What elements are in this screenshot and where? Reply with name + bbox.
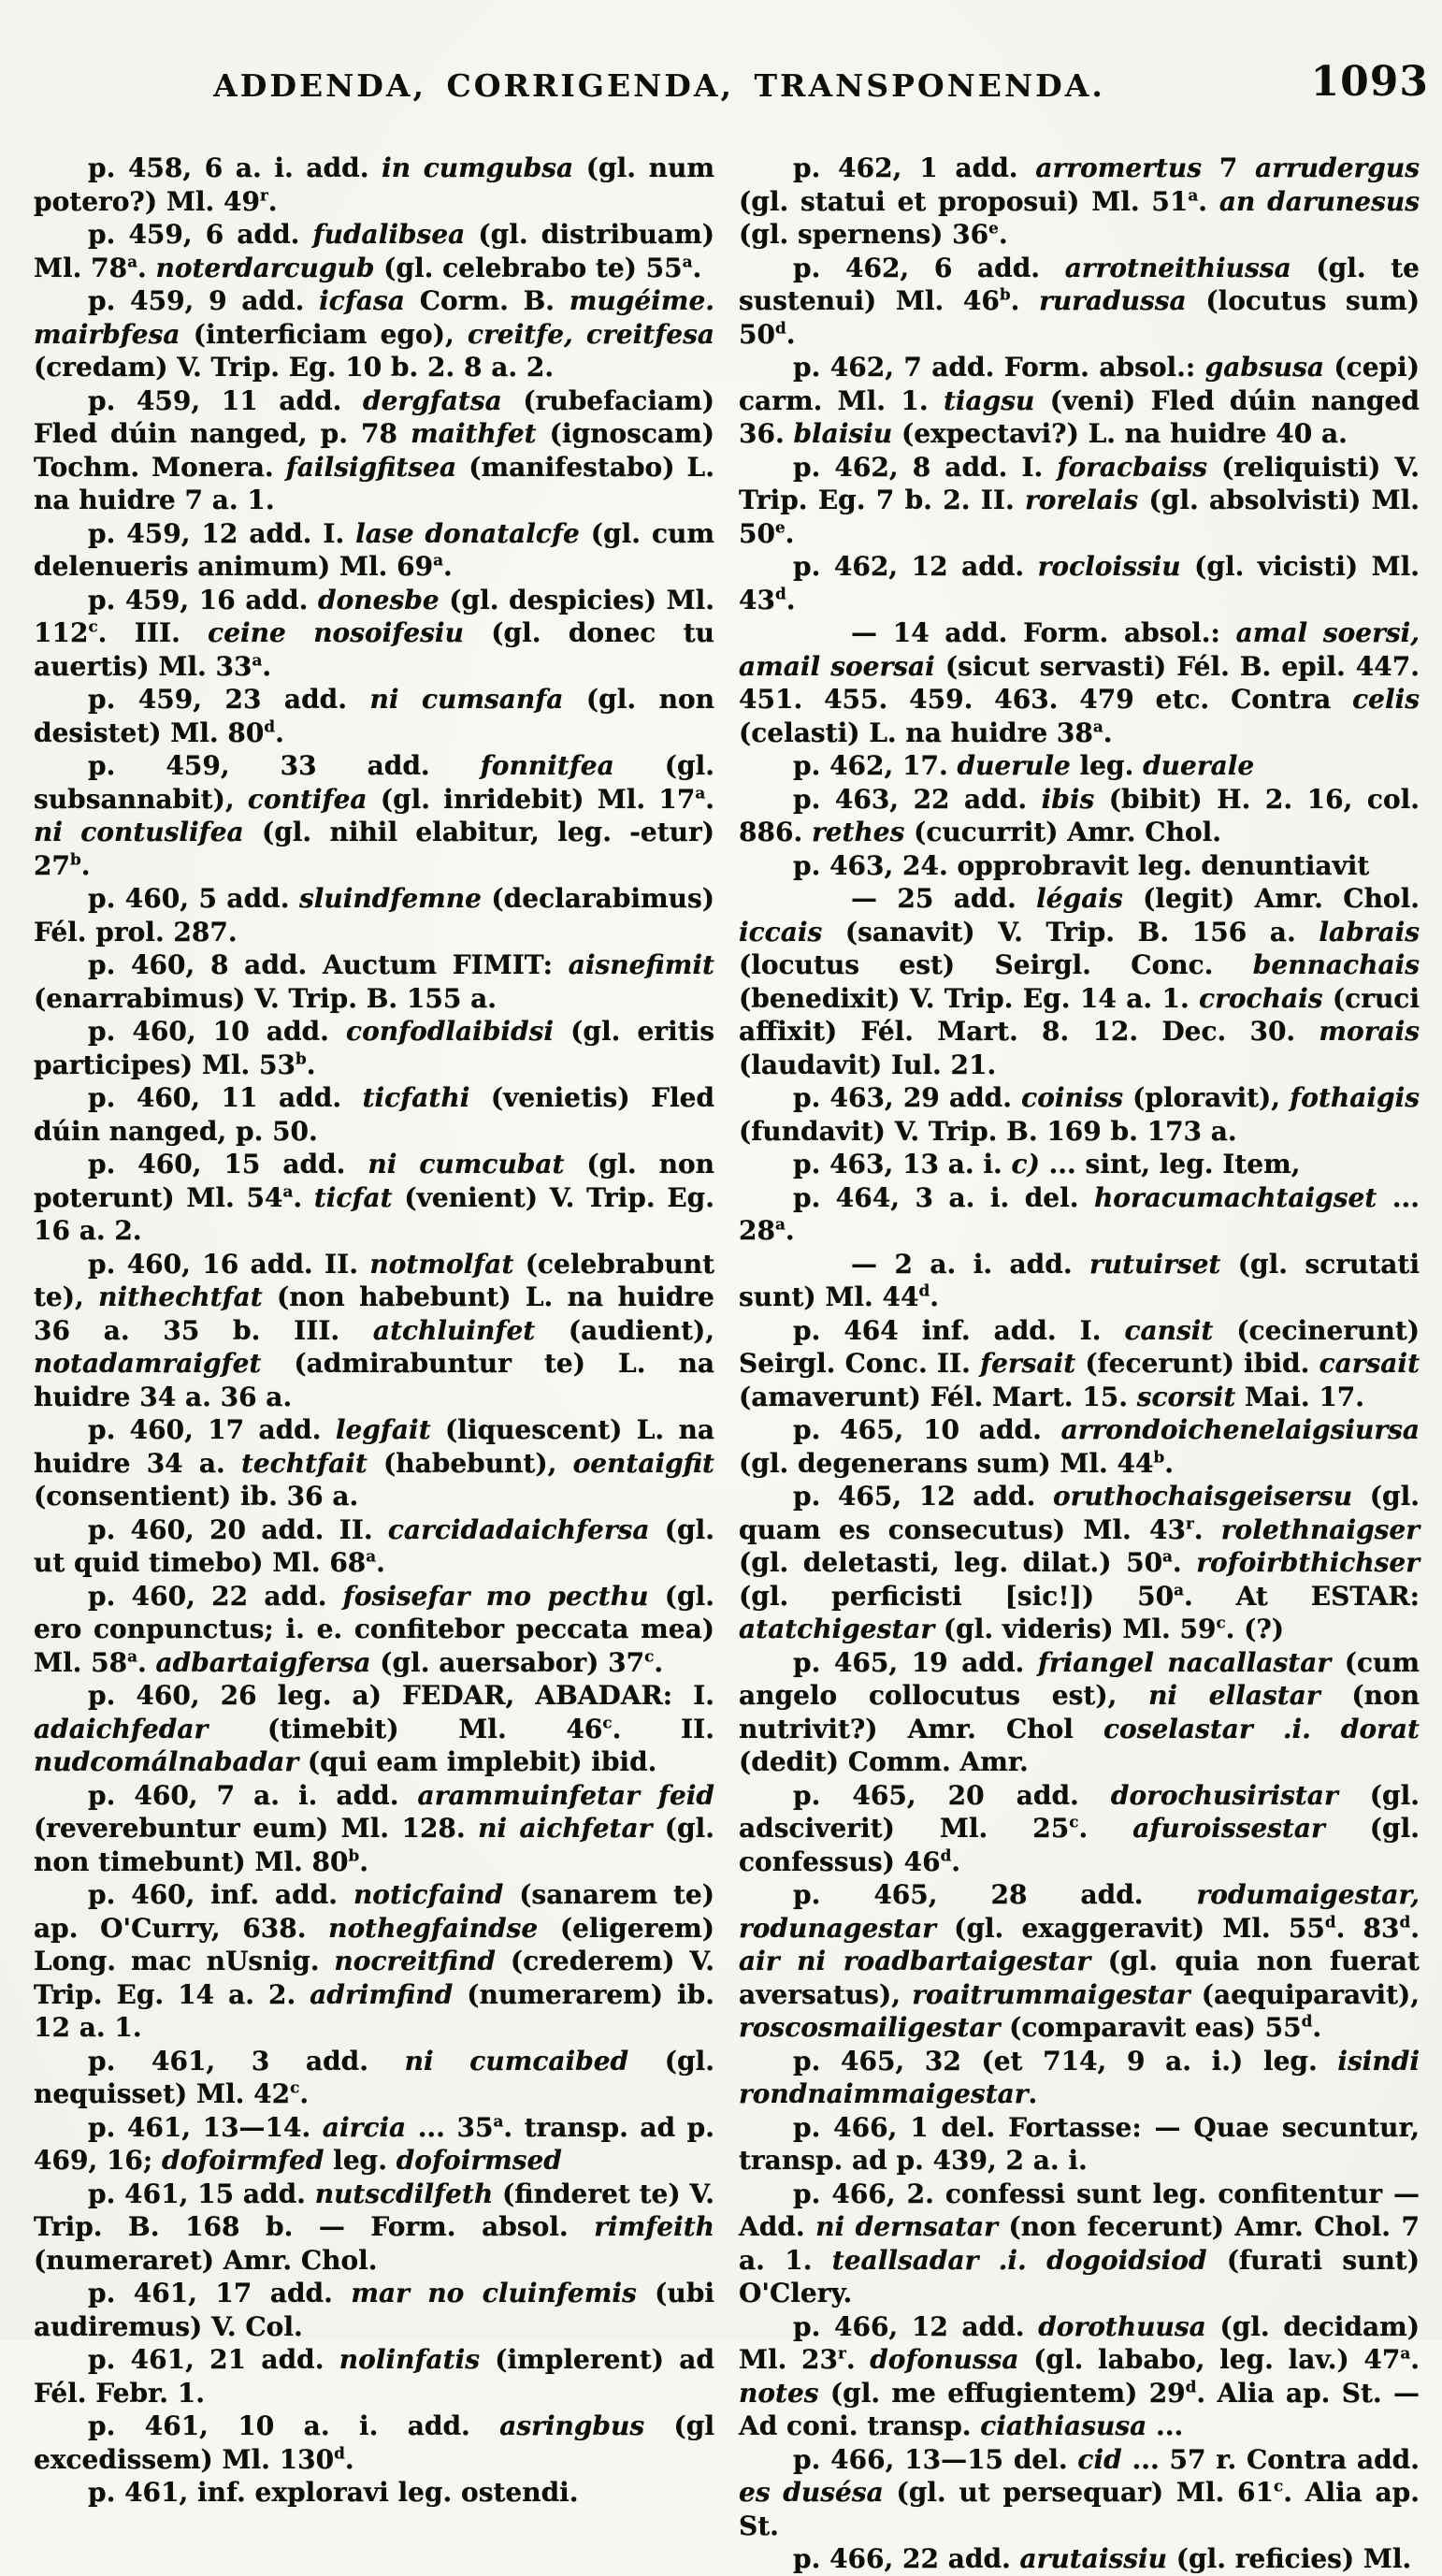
entry: p. 460, 16 add. II. notmolfat (celebrabunt te), nithechtfat (non habebunt) L. na huidre 36 a. 35 b. III. atchluinfet (audient), notadamraigfet (admirabuntur te) L. na huidre 34 a. 36 a.: [34, 1248, 715, 1412]
entry: p. 459, 12 add. I. lase donatalcfe (gl. cum delenueris animum) Ml. 69$^a$.: [34, 517, 714, 582]
entry: p. 460, 15 add. ni cumcubat (gl. non poterunt) Ml. 54$^a$. ticfat (venient) V. Trip. Eg. 16 a. 2.: [34, 1149, 715, 1246]
entry: p. 460, 20 add. II. carcidadaichfersa (gl. ut quid timebo) Ml. 68$^a$.: [34, 1513, 715, 1578]
entry: p. 460, inf. add. noticfaind (sanarem te) ap. O'Curry, 638. nothegfaindse (eligerem) Long. mac nUsnig. nocreitfind (crederem) V. Trip. Eg. 14 a. 2. adrimfind (numerarem) ib. 12 a. 1.: [34, 1879, 715, 2043]
column-right: [739, 152, 1420, 2576]
running-head: [0, 0, 1442, 127]
entry: — 14 add. Form. absol.: amal soersi, amail soersai (sicut servasti) Fél. B. epil. 447. 451. 455. 459. 463. 479 etc. Contra celis (celasti) L. na huidre 38$^a$.: [739, 617, 1420, 748]
page-number: 1093: [1310, 58, 1429, 106]
entry: p. 461, 21 add. nolinfatis (implerent) ad Fél. Febr. 1.: [34, 2344, 714, 2409]
entry: p. 466, 22 add. arutaissiu (gl. reficies) Ml.: [793, 2543, 1412, 2574]
entry: — 2 a. i. add. rutuirset (gl. scrutati sunt) Ml. 44$^d$.: [739, 1248, 1420, 1312]
text-block: [0, 127, 1442, 2576]
entry: p. 459, 23 add. ni cumsanfa (gl. non desistet) Ml. 80$^d$.: [34, 684, 714, 748]
entry: p. 461, 13—14. aircia ... 35$^a$. transp. ad p. 469, 16; dofoirmfed leg. dofoirmsed: [34, 2111, 714, 2176]
entry: p. 466, 1 del. Fortasse: — Quae secuntur, transp. ad p. 439, 2 a. i.: [739, 2111, 1420, 2176]
entry: p. 459, 6 add. fudalibsea (gl. distribuam) Ml. 78$^a$. noterdarcugub (gl. celebrabo te) 55$^a$.: [34, 219, 715, 283]
entry: p. 461, 17 add. mar no cluinfemis (ubi audiremus) V. Col.: [34, 2278, 715, 2342]
entry: p. 463, 24. opprobravit leg. denuntiavit: [793, 849, 1370, 881]
entry: p. 460, 22 add. fosisefar mo pecthu (gl. ero conpunctus; i. e. confitebor peccata mea) Ml. 58$^a$. adbartaigfersa (gl. auersabor) 37$^c$.: [34, 1580, 714, 1678]
entry: p. 462, 6 add. arrotneithiussa (gl. te sustenui) Ml. 46$^b$. ruradussa (locutus sum) 50$^d$.: [739, 252, 1420, 350]
entry: p. 465, 28 add. rodumaigestar, rodunagestar (gl. exaggeravit) Ml. 55$^d$. 83$^d$. air ni roadbartaigestar (gl. quia non fuerat aversatus), roaitrummaigestar (aequiparavit), roscosmailigestar (comparavit eas) 55$^d$.: [739, 1879, 1420, 2043]
entry: p. 462, 17. duerule leg. duerale: [793, 750, 1255, 781]
entry: — 25 add. légais (legit) Amr. Chol. iccais (sanavit) V. Trip. B. 156 a. labrais (locutus est) Seirgl. Conc. bennachais (benedixit) V. Trip. Eg. 14 a. 1. crochais (cruci affixit) Fél. Mart. 8. 12. Dec. 30. morais (laudavit) Iul. 21.: [739, 883, 1420, 1080]
entry: p. 463, 13 a. i. c) ... sint, leg. Item,: [793, 1149, 1301, 1179]
entry: p. 466, 13—15 del. cid ... 57 r. Contra add. es dusésa (gl. ut persequar) Ml. 61$^c$. Alia ap. St.: [739, 2443, 1420, 2541]
entry: p. 459, 11 add. dergfatsa (rubefaciam) Fled dúin nanged, p. 78 maithfet (ignoscam) Tochm. Monera. failsigfitsea (manifestabo) L. na huidre 7 a. 1.: [34, 384, 715, 515]
entry: p. 460, 5 add. sluindfemne (declarabimus) Fél. prol. 287.: [34, 883, 715, 948]
entry: p. 466, 2. confessi sunt leg. confitentur — Add. ni dernsatar (non fecerunt) Amr. Chol. 7 a. 1. teallsadar .i. dogoidsiod (furati sunt) O'Clery.: [739, 2178, 1420, 2308]
entry: p. 460, 17 add. legfait (liquescent) L. na huidre 34 a. techtfait (habebunt), oentaigfit (consentient) ib. 36 a.: [34, 1414, 714, 1512]
entry: p. 459, 16 add. donesbe (gl. despicies) Ml. 112$^c$. III. ceine nosoifesiu (gl. donec tu auertis) Ml. 33$^a$.: [34, 584, 714, 682]
entry: p. 465, 32 (et 714, 9 a. i.) leg. isindi rondnaimmaigestar.: [739, 2045, 1420, 2109]
entry: p. 461, inf. exploravi leg. ostendi.: [88, 2477, 579, 2508]
entry: p. 462, 12 add. rocloissiu (gl. vicisti) Ml. 43$^d$.: [739, 551, 1420, 615]
page-title: ADDENDA, CORRIGENDA, TRANSPONENDA.: [213, 67, 1105, 104]
entry: p. 464 inf. add. I. cansit (cecinerunt) Seirgl. Conc. II. fersait (fecerunt) ibid. carsait (amaverunt) Fél. Mart. 15. scorsit Mai. 17.: [739, 1314, 1420, 1412]
entry: p. 461, 10 a. i. add. asringbus (gl excedissem) Ml. 130$^d$.: [34, 2410, 715, 2475]
entry: p. 458, 6 a. i. add. in cumgubsa (gl. num potero?) Ml. 49$^r$.: [34, 152, 714, 217]
entry: p. 465, 19 add. friangel nacallastar (cum angelo collocutus est), ni ellastar (non nutrivit?) Amr. Chol coselastar .i. dorat (dedit) Comm. Amr.: [739, 1646, 1420, 1777]
entry: p. 463, 22 add. ibis (bibit) H. 2. 16, col. 886. rethes (cucurrit) Amr. Chol.: [739, 783, 1420, 847]
entry: p. 465, 12 add. oruthochaisgeisersu (gl. quam es consecutus) Ml. 43$^r$. rolethnaigser (gl. deletasti, leg. dilat.) 50$^a$. rofoirbthichser (gl. perficisti [sic!]) 50$^a$. At ESTAR: atatchigestar (gl. videris) Ml. 59$^c$. (?): [739, 1481, 1420, 1644]
entry: p. 460, 10 add. confodlaibidsi (gl. eritis participes) Ml. 53$^b$.: [34, 1016, 714, 1080]
column-left: [34, 152, 714, 2576]
entry: p. 460, 26 leg. a) FEDAR, ABADAR: I. adaichfedar (timebit) Ml. 46$^c$. II. nudcomálnabadar (qui eam implebit) ibid.: [34, 1680, 714, 1777]
entry: p. 464, 3 a. i. del. horacumachtaigset ... 28$^a$.: [739, 1181, 1420, 1246]
entry: p. 460, 8 add. Auctum FIMIT: aisnefimit (enarrabimus) V. Trip. B. 155 a.: [34, 949, 714, 1014]
entry: p. 466, 12 add. dorothuusa (gl. decidam) Ml. 23$^r$. dofonussa (gl. lababo, leg. lav.) 47$^a$. notes (gl. me effugientem) 29$^d$. Alia ap. St. — Ad coni. transp. ciathiasusa ...: [739, 2310, 1420, 2441]
entry: p. 460, 11 add. ticfathi (venietis) Fled dúin nanged, p. 50.: [34, 1082, 714, 1147]
entry: p. 459, 9 add. icfasa Corm. B. mugéime. mairbfesa (interficiam ego), creitfe, creitfesa (credam) V. Trip. Eg. 10 b. 2. 8 a. 2.: [34, 285, 714, 383]
entry: p. 461, 3 add. ni cumcaibed (gl. nequisset) Ml. 42$^c$.: [34, 2045, 715, 2109]
entry: p. 463, 29 add. coiniss (ploravit), fothaigis (fundavit) V. Trip. B. 169 b. 173 a.: [739, 1082, 1420, 1147]
entry: p. 465, 10 add. arrondoichenelaigsiursa (gl. degenerans sum) Ml. 44$^b$.: [739, 1414, 1420, 1479]
entry: p. 460, 7 a. i. add. arammuinfetar feid (reverebuntur eum) Ml. 128. ni aichfetar (gl. non timebunt) Ml. 80$^b$.: [34, 1779, 714, 1877]
entry: p. 462, 1 add. arromertus 7 arrudergus (gl. statui et proposui) Ml. 51$^a$. an darunesus (gl. spernens) 36e.: [739, 152, 1420, 250]
entry: p. 459, 33 add. fonnitfea (gl. subsannabit), contifea (gl. inridebit) Ml. 17$^a$. ni contuslifea (gl. nihil elabitur, leg. -etur) 27$^b$.: [34, 750, 715, 881]
entry: p. 462, 7 add. Form. absol.: gabsusa (cepi) carm. Ml. 1. tiagsu (veni) Fled dúin nanged 36. blaisiu (expectavi?) L. na huidre 40 a.: [739, 352, 1420, 449]
entry: p. 465, 20 add. dorochusiristar (gl. adsciverit) Ml. 25$^c$. afuroissestar (gl. confessus) 46$^d$.: [739, 1779, 1420, 1877]
entry: p. 461, 15 add. nutscdilfeth (finderet te) V. Trip. B. 168 b. — Form. absol. rimfeith (numeraret) Amr. Chol.: [34, 2178, 714, 2276]
entry: p. 462, 8 add. I. foracbaiss (reliquisti) V. Trip. Eg. 7 b. 2. II. rorelais (gl. absolvisti) Ml. 50e.: [739, 451, 1420, 549]
